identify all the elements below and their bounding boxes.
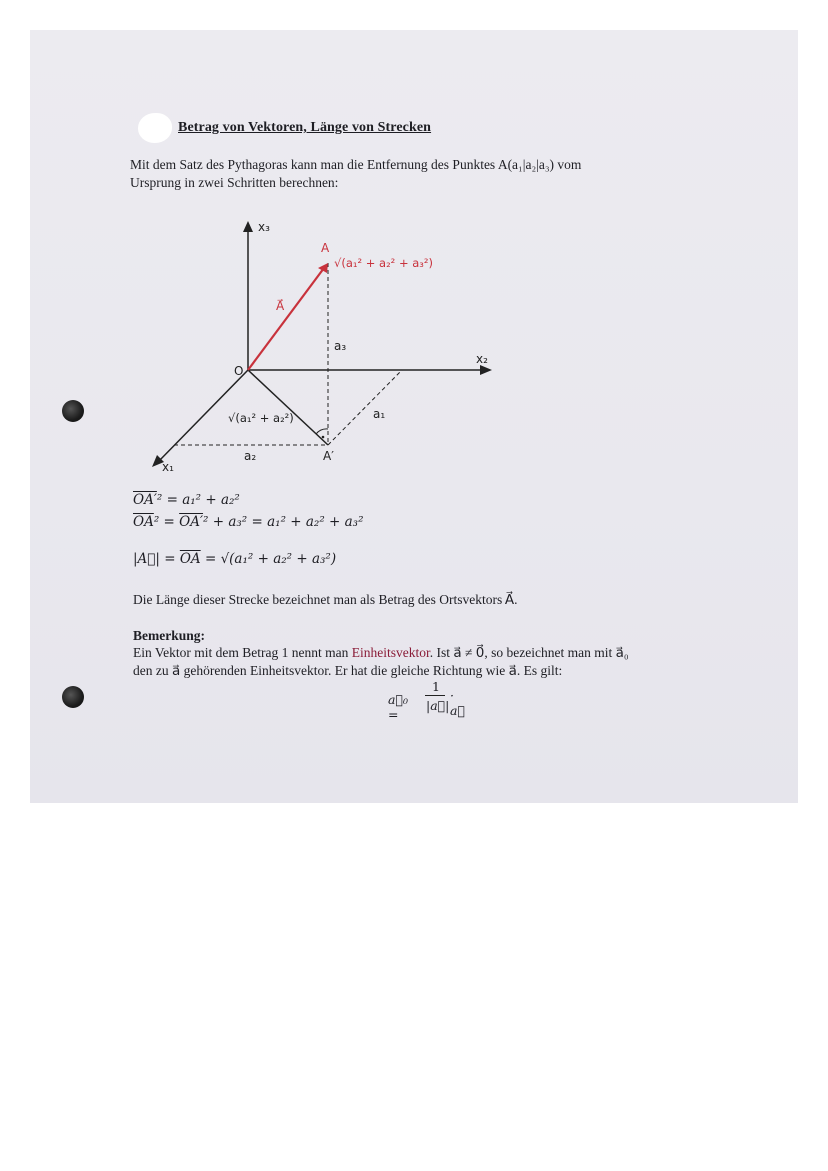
label-a-prime: A′: [323, 449, 334, 463]
formula-numerator: 1: [432, 679, 440, 694]
eq2-rhs: ² + a₃² = a₁² + a₂² + a₃²: [203, 514, 364, 530]
eq3-lhs: |A⃗| =: [133, 551, 180, 567]
eq3-mid: $\overline{OA}$: [179, 551, 201, 567]
intro-paragraph: [130, 156, 730, 192]
remark-heading: Bemerkung:: [133, 628, 205, 643]
remark-keyword: Einheitsvektor: [351, 645, 430, 660]
eq2-lhs: $\overline{OA}$: [133, 514, 154, 530]
equation-3: [133, 551, 336, 567]
vector-oa-arrowhead: [318, 263, 328, 273]
intro-line-1: Mit dem Satz des Pythagoras kann man die Entfernung des Punktes A(a₁|a₂|a₃) vom: [130, 157, 582, 172]
label-sqrt-a1-a2-a3: √(a₁² + a₂² + a₃²): [334, 256, 433, 270]
remark-line-1: [133, 645, 629, 661]
label-a2: a₂: [244, 449, 257, 463]
eq2-mid2: OA′: [179, 514, 204, 530]
vector-diagram: [140, 215, 520, 480]
eq2-mid: ² =: [153, 514, 180, 530]
page-title: Betrag von Vektoren, Länge von Strecken: [178, 120, 432, 135]
intro-line-2: Ursprung in zwei Schritten berechnen:: [130, 175, 339, 190]
label-origin: O: [234, 364, 244, 378]
punch-hole-top: [62, 400, 84, 422]
equation-2: [133, 514, 364, 530]
right-angle-dot: [322, 436, 325, 439]
formula-denominator: |a⃗|: [426, 698, 450, 713]
label-vector-a: A⃗: [276, 299, 285, 313]
eq3-rhs: = √(a₁² + a₂² + a₃²): [200, 551, 337, 567]
formula-lhs: a⃗₀ =: [388, 692, 408, 722]
correction-blot: [138, 113, 172, 143]
dashed-a1-line: [328, 370, 402, 445]
fraction-bar: [425, 695, 445, 696]
label-x3: x₃: [258, 220, 270, 234]
x3-arrowhead: [243, 221, 253, 232]
label-a3: a₃: [334, 339, 347, 353]
eq1-lhs: OA′: [133, 492, 157, 508]
label-x2: x₂: [476, 352, 488, 366]
vector-oa: [248, 268, 324, 370]
equation-1: [133, 492, 240, 508]
punch-hole-bottom: [62, 686, 84, 708]
label-sqrt-a1-a2: √(a₁² + a₂²): [228, 411, 294, 425]
remark-line-1-start: Ein Vektor mit dem Betrag 1 nennt man: [133, 645, 352, 660]
label-point-a: A: [321, 241, 330, 255]
remark-line-2: den zu a⃗ gehörenden Einheitsvektor. Er hat die gleiche Richtung wie a⃗. Es gilt:: [133, 663, 563, 678]
eq1-rhs: ² = a₁² + a₂²: [156, 492, 240, 508]
remark-line-1-end: . Ist a⃗ ≠ 0⃗, so bezeichnet man mit a⃗₀: [429, 645, 629, 660]
right-angle-arc: [316, 429, 328, 434]
label-a1: a₁: [373, 407, 386, 421]
description-text: Die Länge dieser Strecke bezeichnet man als Betrag des Ortsvektors A⃗.: [133, 592, 518, 607]
x2-arrowhead: [480, 365, 492, 375]
label-x1: x₁: [162, 460, 174, 474]
formula-rhs: · a⃗: [450, 688, 465, 718]
